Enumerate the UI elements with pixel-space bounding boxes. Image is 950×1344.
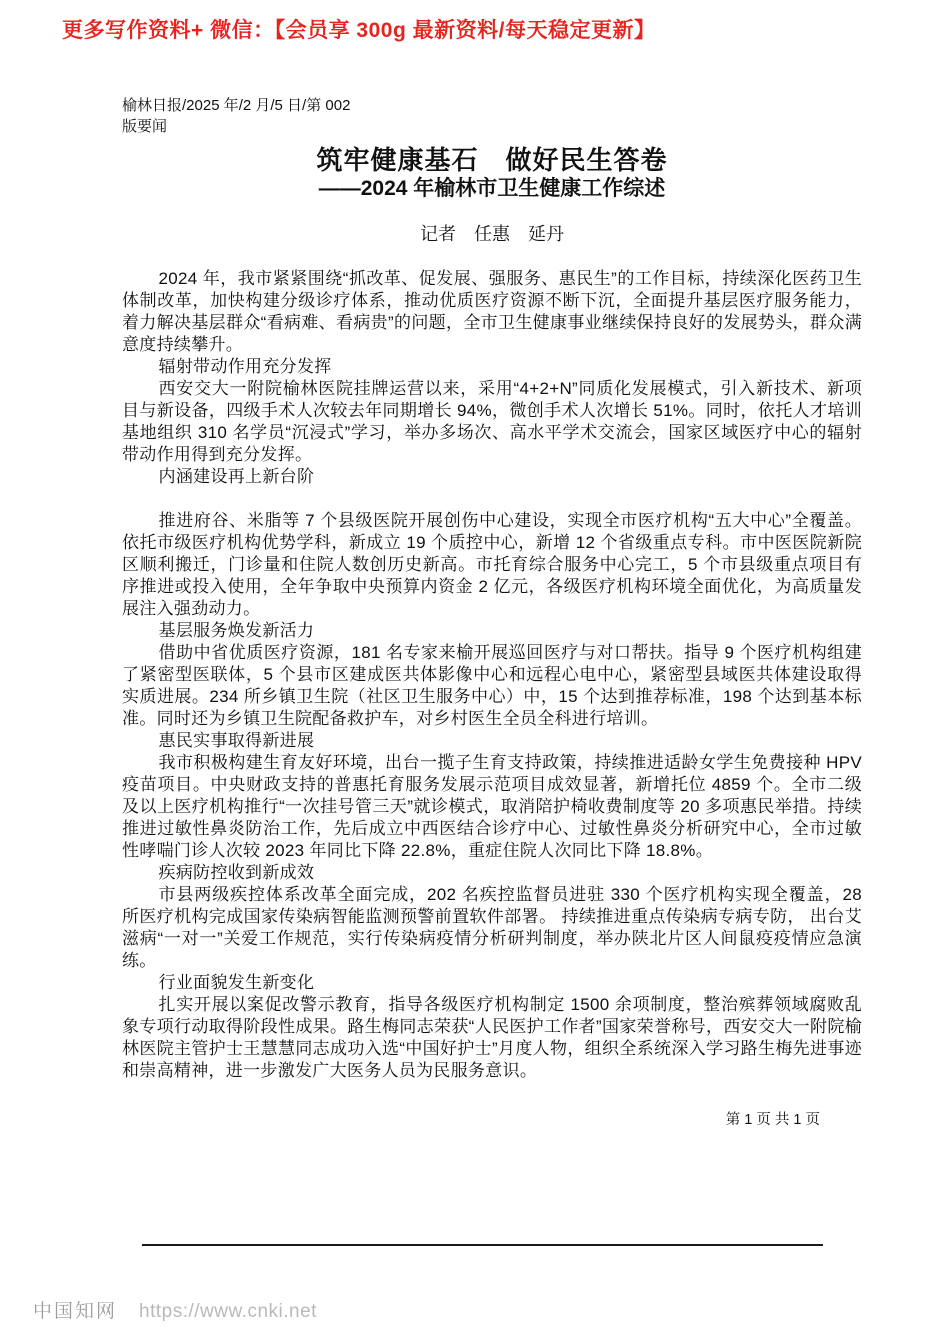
cnki-logo-text: 中国知网 <box>33 1301 118 1322</box>
article-source <box>122 95 862 137</box>
section-heading: 内涵建设再上新台阶 <box>158 467 315 486</box>
section-heading: 惠民实事取得新进展 <box>158 731 315 750</box>
article-body <box>122 268 862 1082</box>
article-paragraph: 市县两级疾控体系改革全面完成，202 名疾控监督员进驻 330 个医疗机构实现全覆盖，28 所医疗机构完成国家传染病智能监测预警前置软件部署。 持续推进重点传染病专病专防， 出台艾滋病“一对一”关爱工作规范，实行传染病疫情分析研判制度，举办陕北片区人间鼠疫疫情应急演练。 <box>122 885 862 970</box>
article-paragraph: 我市积极构建生育友好环境，出台一揽子生育支持政策，持续推进适龄女学生免费接种 HPV 疫苗项目。中央财政支持的普惠托育服务发展示范项目成效显著，新增托位 4859 个。全市二级及以上医疗机构推行“一次挂号管三天”就诊模式，取消陪护椅收费制度等 20 多项惠民举措。持续推进过敏性鼻炎防治工作，先后成立中西医结合诊疗中心、过敏性鼻炎分析研究中心，全市过敏性哮喘门诊人次较 2023 年同比下降 22.8%，重症住院人次同比下降 18.8%。 <box>122 753 862 860</box>
cnki-watermark <box>33 1296 317 1323</box>
article-paragraph: 借助中省优质医疗资源，181 名专家来榆开展巡回医疗与对口帮扶。指导 9 个医疗机构组建了紧密型医联体，5 个县市区建成医共体影像中心和远程心电中心，紧密型县域医共体建设取得实质进展。234 所乡镇卫生院（社区卫生服务中心）中，15 个达到推荐标准，198 个达到基本标准。同时还为乡镇卫生院配备救护车，对乡村医生全员全科进行培训。 <box>122 643 862 728</box>
section-heading: 辐射带动作用充分发挥 <box>158 357 332 376</box>
source-line-1: 榆林日报/2025 年/2 月/5 日/第 002 <box>122 97 351 114</box>
article-byline: 记者 任惠 延丹 <box>420 224 564 244</box>
section-heading: 行业面貌发生新变化 <box>158 973 315 992</box>
promo-banner: 更多写作资料+ 微信：【会员享 300g 最新资料/每天稳定更新】 <box>62 19 656 42</box>
article-title: 筑牢健康基石 做好民生答卷 <box>316 145 668 175</box>
article-subtitle: ——2024 年榆林市卫生健康工作综述 <box>318 177 666 200</box>
article-paragraph: 西安交大一附院榆林医院挂牌运营以来，采用“4+2+N”同质化发展模式，引入新技术、新项目与新设备，四级手术人次较去年同期增长 94%，微创手术人次增长 51%。同时，依托人才培训基地组织 310 名学员“沉浸式”学习，举办多场次、高水平学术交流会，国家区域医疗中心的辐射带动作用得到充分发挥。 <box>122 379 862 464</box>
page-indicator: 第 1 页 共 1 页 <box>725 1112 820 1128</box>
cnki-url: https://www.cnki.net <box>139 1301 317 1322</box>
source-line-2: 版要闻 <box>122 118 168 135</box>
footer-divider-line <box>142 1244 823 1246</box>
section-heading: 基层服务焕发新活力 <box>158 621 315 640</box>
article-paragraph: 推进府谷、米脂等 7 个县级医院开展创伤中心建设，实现全市医疗机构“五大中心”全覆盖。依托市级医疗机构优势学科，新成立 19 个质控中心，新增 12 个省级重点专科。市中医医院新院区顺利搬迁，门诊量和住院人数创历史新高。市托育综合服务中心完工，5 个市县级重点项目有序推进或投入使用，全年争取中央预算内资金 2 亿元，各级医疗机构环境全面优化，为高质量发展注入强劲动力。 <box>122 511 862 618</box>
article-paragraph: 扎实开展以案促改警示教育，指导各级医疗机构制定 1500 余项制度，整治殡葬领域腐败乱象专项行动取得阶段性成果。路生梅同志荣获“人民医护工作者”国家荣誉称号，西安交大一附院榆林医院主管护士王慧慧同志成功入选“中国好护士”月度人物，组织全系统深入学习路生梅先进事迹和崇高精神，进一步激发广大医务人员为民服务意识。 <box>122 995 862 1080</box>
section-heading: 疾病防控收到新成效 <box>158 863 315 882</box>
article-paragraph: 2024 年，我市紧紧围绕“抓改革、促发展、强服务、惠民生”的工作目标，持续深化医药卫生体制改革，加快构建分级诊疗体系，推动优质医疗资源不断下沉，全面提升基层医疗服务能力，着力解决基层群众“看病难、看病贵”的问题，全市卫生健康事业继续保持良好的发展势头，群众满意度持续攀升。 <box>122 269 862 354</box>
